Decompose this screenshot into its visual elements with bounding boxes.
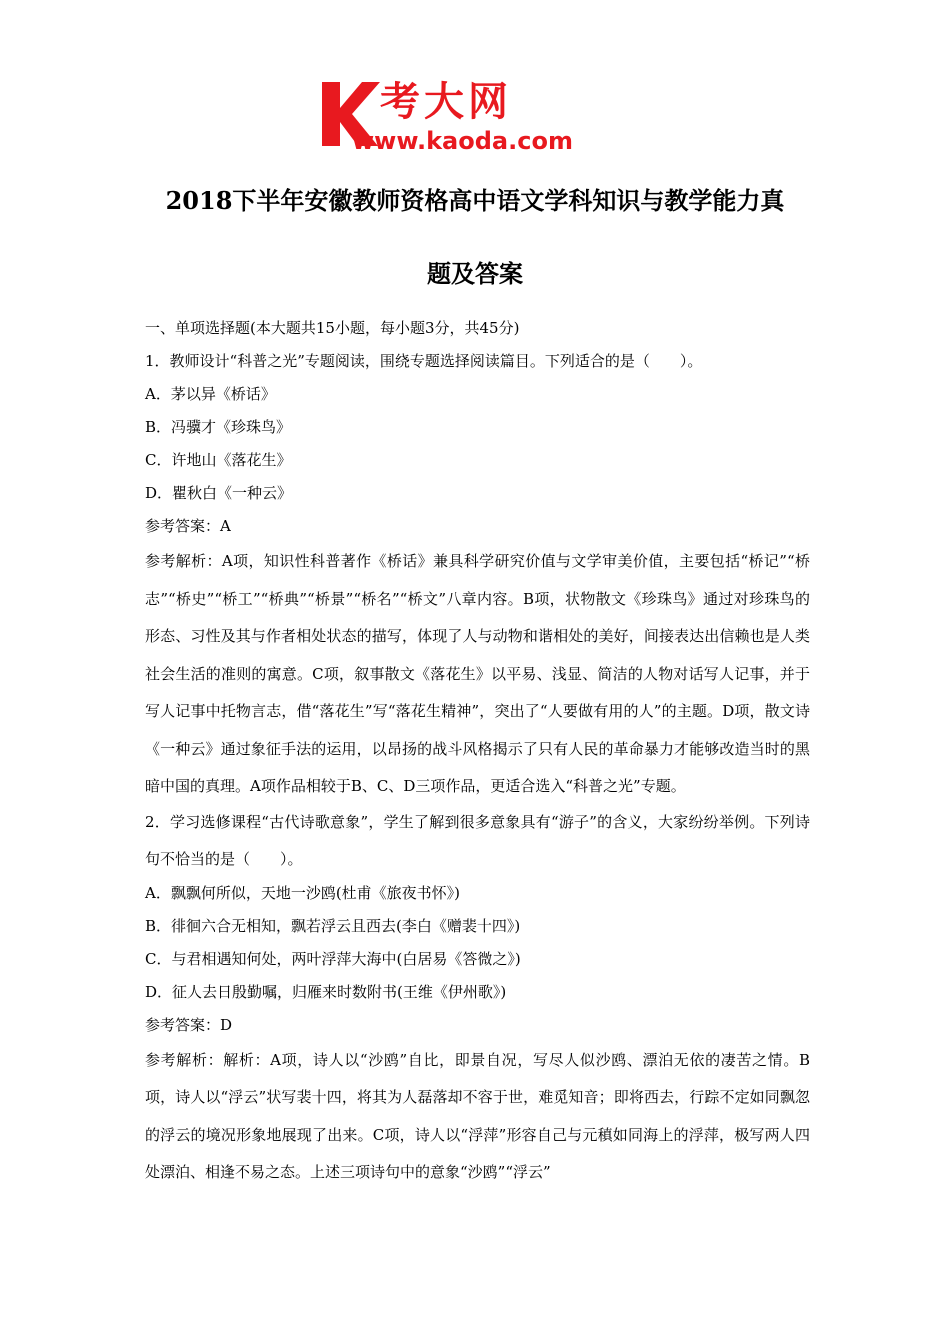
question-1-option-a: A．茅以异《桥话》 xyxy=(145,385,276,403)
question-2-answer: 参考答案：D xyxy=(145,1015,233,1034)
question-1-stem: 1．教师设计“科普之光”专题阅读，围绕专题选择阅读篇目。下列适合的是（ ）。 xyxy=(145,352,703,370)
question-1-option-d: D．瞿秋白《一种云》 xyxy=(145,484,293,502)
question-2-option-b: B．徘徊六合无相知，飘若浮云且西去(李白《赠裴十四》) xyxy=(145,916,521,935)
question-2-option-a: A．飘飘何所似，天地一沙鸥(杜甫《旅夜书怀》) xyxy=(145,883,461,902)
document-title-line-1: 2018下半年安徽教师资格高中语文学科知识与教学能力真 xyxy=(165,186,785,215)
question-2-stem: 2．学习选修课程“古代诗歌意象”，学生了解到很多意象具有“游子”的含义，大家纷纷举例。下列诗句不恰当的是（ ）。 xyxy=(145,812,810,868)
kaoda-logo xyxy=(318,78,638,158)
section-heading: 一、单项选择题(本大题共15小题，每小题3分，共45分) xyxy=(145,319,520,337)
logo-brand-name: 考大网 xyxy=(380,79,512,125)
document-body xyxy=(145,312,810,1190)
question-1-option-b: B．冯骥才《珍珠鸟》 xyxy=(145,418,292,436)
logo-url: www.kaoda.com xyxy=(352,127,573,155)
question-2-analysis: 参考解析：解析：A项，诗人以“沙鸥”自比，即景自况，写尽人似沙鸥、漂泊无依的凄苦之情。B项，诗人以“浮云”状写裴十四，将其为人磊落却不容于世，难觅知音；即将西去，行踪不定如同飘忽的浮云的境况形象地展现了出来。C项，诗人以“浮萍”形容自己与元稹如同海上的浮萍，极写两人四处漂泊、相逢不易之态。上述三项诗句中的意象“沙鸥”“浮云” xyxy=(145,1050,810,1181)
question-1-analysis: 参考解析：A项，知识性科普著作《桥话》兼具科学研究价值与文学审美价值，主要包括“桥记”“桥志”“桥史”“桥工”“桥典”“桥景”“桥名”“桥文”八章内容。B项，状物散文《珍珠鸟》通过对珍珠鸟的形态、习性及其与作者相处状态的描写，体现了人与动物和谐相处的美好，间接表达出信赖也是人类社会生活的准则的寓意。C项，叙事散文《落花生》以平易、浅显、简洁的人物对话写人记事，并于写人记事中托物言志，借“落花生”写“落花生精神”，突出了“人要做有用的人”的主题。D项，散文诗《一种云》通过象征手法的运用，以昂扬的战斗风格揭示了只有人民的革命暴力才能够改造当时的黑暗中国的真理。A项作品相较于B、C、D三项作品，更适合选入“科普之光”专题。 xyxy=(145,552,810,795)
document-title-line-2: 题及答案 xyxy=(427,259,523,288)
question-2-option-c: C．与君相遇知何处，两叶浮萍大海中(白居易《答微之》) xyxy=(145,949,521,968)
question-1-option-c: C．许地山《落花生》 xyxy=(145,451,292,469)
question-2-option-d: D．征人去日殷勤嘱，归雁来时数附书(王维《伊州歌》) xyxy=(145,982,507,1001)
question-1-answer: 参考答案：A xyxy=(145,517,231,535)
